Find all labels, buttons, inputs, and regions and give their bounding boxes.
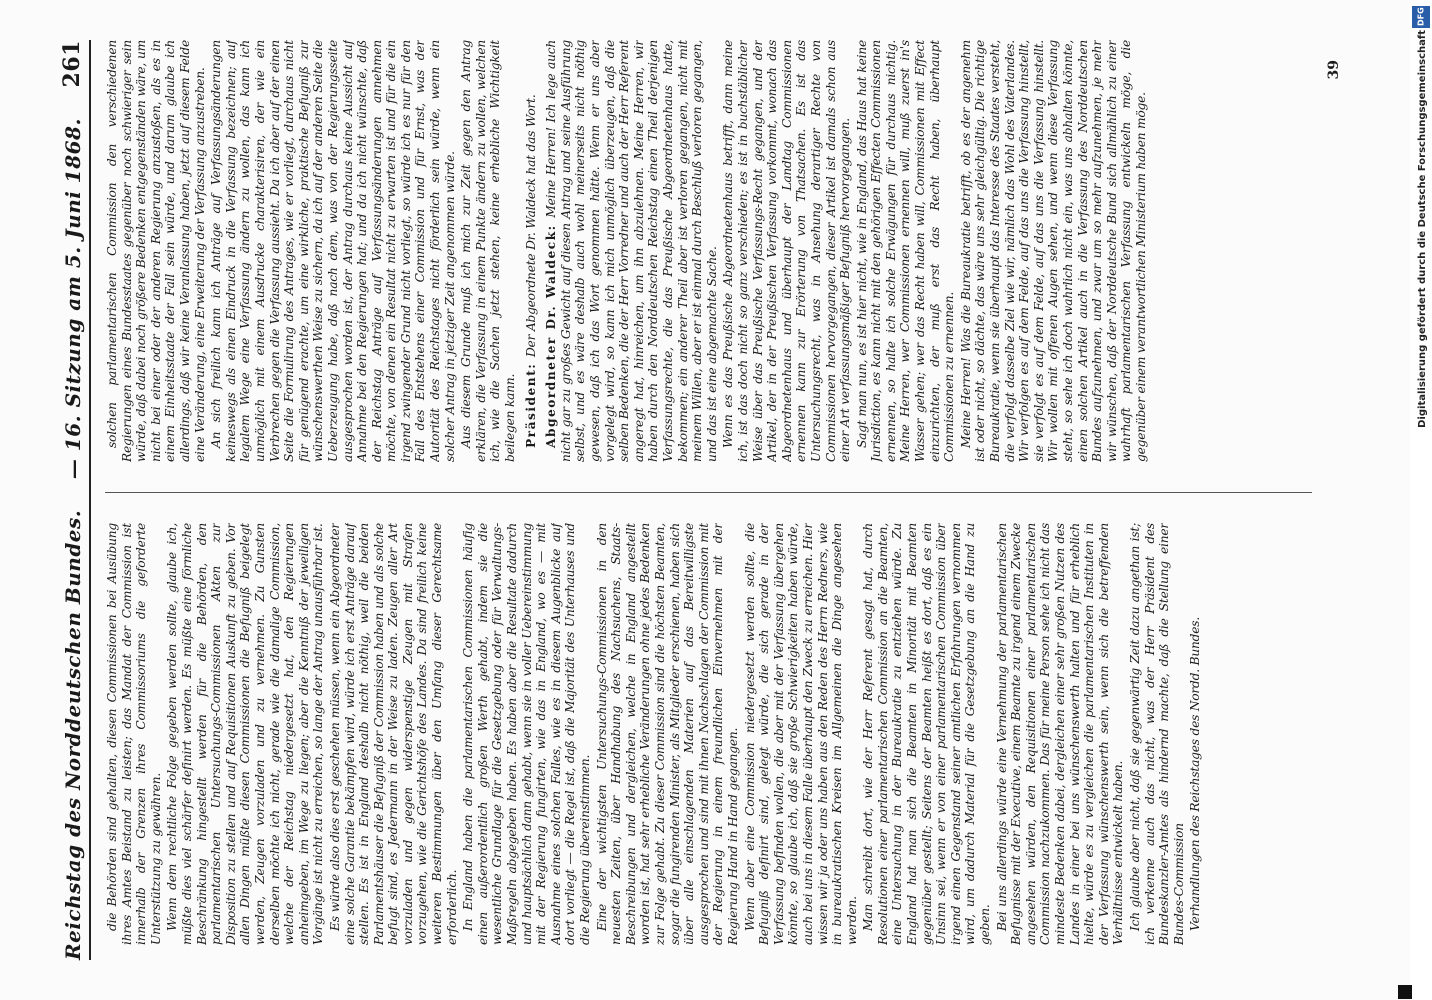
paragraph: Wenn es das Preußische Abgeordnetenhaus betrifft, dann meine ich, ist das doch nicht so ganz verschieden; es ist in buchstäblicher Weise über das Preußische Verfassungs-Recht gegangen, und der Artikel, der in der Preußischen Verfassung vorkommt, wonach das Abgeordnetenhaus und überhaupt der Landtag Commissionen ernennen kann zur Erörterung von Thatsachen. Es ist das Untersuchungsrecht, was in Ansehung derartiger Rechte von Commissionen hervorgegangen, dieser Artikel ist damals schon aus einer Art verfassungsmäßiger Befugniß hervorgegangen. bbox=[721, 40, 853, 462]
right-column bbox=[105, 40, 1312, 462]
speaker-paragraph bbox=[524, 40, 539, 462]
paragraph: Es würde also dies erst geschehen müssen, wenn ein Abgeordneter eine solche Garantie bekämpfen wird, würde ich erst Anträge darauf stellen. Es ist in England deshalb nicht nöthig, weil die beiden Parlamentshäuser die Befugniß der Commission haben und als solche befugt sind, es Jedermann in der Weise zu laden. Zeugen aller Art vorzuladen und gegen widerspenstige Zeugen mit Strafen vorzugehen, wie die Gerichtshöfe des Landes. Da sind freilich keine weiteren Bestimmungen über den Umfang dieser Gerechtsame erforderlich. bbox=[327, 523, 459, 945]
speech-text: Meine Herren! Ich lege auch nicht gar zu großes Gewicht auf diesen Antrag und seine Ausführung selbst, und es wäre deshalb auch wohl meinerseits nicht nöthig gewesen, daß ich das Wort genommen hätte. Wenn er uns aber vorgelegt wird, so kann ich mich unmöglich überzeugen, daß die selben Bedenken, die der Herr Vorredner und auch der Herr Referent angeregt hat, hinreichen, um ihn abzulehnen. Meine Herren, wir haben durch den Norddeutschen Reichstag einen Theil derjenigen Verfassungsrechte, die das Preußische Abgeordnetenhaus hatte, bekommen; ein anderer Theil aber ist verloren gegangen, nicht mit meinem Willen, aber er ist einmal durch Beschluß verloren gegangen, und das ist eine abgemachte Sache. bbox=[544, 40, 719, 462]
paragraph: Wenn dem rechtliche Folge gegeben werden sollte, glaube ich, müßte dies viel schärfer definirt werden. Es müßte eine förmliche Beschränkung hingestellt werden für die Behörden, den parlamentarischen Untersuchungs-Commissionen Akten zur Disposition zu stellen und auf Requisitionen Auskunft zu geben. Vor allen Dingen müßte diesen Commissionen die Befugniß beigelegt werden, Zeugen vorzuladen und zu vernehmen. Zu Gunsten derselben möchte ich nicht, gerade wie die damalige Commission, welche der Reichstag niedergesetzt hat, den Regierungen anheimgeben, im Wege zu liegen; aber die Kenntniß der jeweiligen Vorgänge ist nicht zu erreichen, so lange der Antrag unausführbar ist. bbox=[165, 523, 326, 945]
paragraph: die Behörden sind gehalten, diesen Commissionen bei Ausübung ihres Amtes Beistand zu leisten; das Mandat der Commission ist innerhalb der Grenzen ihres Commissoriums die geforderte Unterstützung zu gewähren. bbox=[105, 523, 163, 945]
left-column bbox=[105, 523, 1312, 945]
paragraph: In England haben die parlamentarischen Commissionen häufig einen außerordentlich großen Werth gehabt, indem sie die wesentliche Grundlage für die Gesetzgebung oder für Verwaltungs-Maßregeln abgegeben haben. Es haben aber die Resultate dadurch und hauptsächlich dann gehabt, wenn sie in voller Uebereinstimmung mit der Regierung fungirten, wie das in England, wo es — mit Ausnahme eines solchen Falles, wie es in diesem Augenblicke auf dort vorliegt — die Regel ist, daß die Majorität des Unterhauses und die Regierung übereinstimmen. bbox=[461, 523, 592, 945]
paragraph: Bei uns allerdings würde eine Vernehmung der parlamentarischen Befugnisse mit der Executive, einem Beamte zu irgend einem Zwecke angesehen würden, den Requisitionen einer parlamentarischen Commission nachzukommen. Das für meine Person sehe ich nicht das mindeste Bedenken dabei, dergleichen einer sehr großen Nutzen des Landes in einer bei uns wünschenswerth halten und für erheblich hielte, würde es zu vergleichen die parlamentarischen Instituten in der Verfassung wünschenswerth sein, wenn sich die betreffenden Verhältnisse entwickelt haben. bbox=[994, 523, 1126, 945]
text-columns bbox=[105, 40, 1312, 945]
speaker-label: Abgeordneter Dr. Waldeck: bbox=[544, 217, 559, 448]
paragraph: Sagt man nun, es ist hier nicht, wie in England, das Haus hat keine Jurisdiction, es kann nicht mit den gehörigen Effecten Commissionen ernennen, so halte ich solche Erwägungen für durchaus nichtig. Meine Herren, wer Commissionen ernennen will, muß zuerst in's Wasser gehen; wer das Recht haben will, Commissionen mit Effect einzurichten, der muß erst das Recht haben, überhaupt Commissionen zu ernennen. bbox=[854, 40, 957, 462]
page-number: 261 bbox=[59, 40, 85, 88]
speaker-paragraph bbox=[544, 40, 719, 462]
column-divider bbox=[105, 492, 1312, 493]
speaker-label: Präsident: bbox=[523, 357, 538, 448]
corner-marker bbox=[1398, 985, 1412, 999]
paragraph: An sich freilich kann ich Anträge auf Verfassungsänderungen keineswegs als einen Eindruck in die Verfassung bezeichnen; auf legalem Wege eine Verfassung ändern zu wollen, das kann ich unmöglich mit einem Ausdrucke charakterisiren, der wie ein Verbrechen gegen die Verfassung aussieht. Da ich aber auf der einen Seite die Formulirung des Antrages, wie er vorliegt, durchaus nicht für genügend erachte, um eine wirkliche, praktische Befugniß zur wünschenswerthen Weise zu sichern, da ich auf der anderen Seite die Ueberzeugung habe, daß nach dem, was von der Regierungsseite ausgesprochen worden ist, der Antrag durchaus keine Aussicht auf Annahme bei den Regierungen hat; und da ich nicht wünschte, daß der Reichstag Anträge auf Verfassungsänderungen annehmen möchte, von denen ein Resultat nicht zu erwarten ist und für die ein irgend zwingender Grund nicht vorliegt, so würde ich es nur für den Fall des Entstehens einer Commission und für Ernst, was der Autorität des Reichstages nicht förderlich sein würde, wenn ein solcher Antrag in jetziger Zeit angenommen würde. bbox=[209, 40, 457, 462]
dfg-logo[interactable]: DFG bbox=[1412, 6, 1430, 28]
paragraph: Eine der wichtigsten Untersuchungs-Commissionen in den neuesten Zeiten, über Handhabung des Nachsuchens, Staats-Beschreibungen und dergleichen, welche in England angestellt worden ist, hat sehr erhebliche Veränderungen ohne jedes Bedenken zur Folge gehabt. Zu dieser Commission sind die höchsten Beamten, sogar die fungirenden Minister, als Mitglieder erschienen, haben sich über alle einschlagenden Materien auf das Bereitwilligste ausgesprochen und sind mit ihnen Nachschlagen der Commission mit der Regierung in einem freundlichen Einvernehmen mit der Regierung Hand in Hand gegangen. bbox=[594, 523, 740, 945]
paragraph: Wenn aber eine Commission niedergesetzt werden sollte, die Befugniß definirt sind, gelegt würde, die sich gerade in der Verfassung befinden wollen, die aber mit der Verfassung übergehen könnte, so glaube ich, daß sie große Schwierigkeiten haben würde, auch bei uns in diesem Falle überhaupt den Zweck zu erreichen. Hier wissen wir ja oder uns haben aus den Reden des Herrn Redners, wie in bureaukratischen Kreisen im Allgemeinen die Dinge angesehen werden. bbox=[742, 523, 859, 945]
paragraph: solchen parlamentarischen Commission den verschiedenen Regierungen eines Bundesstaates gegenüber noch schwieriger sein würde, daß dabei noch größere Bedenken entgegenständen wäre, um nicht bei einer oder der anderen Regierung anzustoßen, als es in einem Einheitsstaate der Fall sein würde, und darum glaube ich allerdings, daß wir keine Veranlassung haben, jetzt auf diesem Felde eine Veränderung, eine Erweiterung der Verfassung anzustreben. bbox=[105, 40, 207, 462]
paragraph: Man schreibt dort, wie der Herr Referent gesagt hat, durch Resolutionen einer parlamentarischen Commission an die Beamten, eine Untersuchung in der Bureaukratie zu entziehen würde. Zu England hat man sich die Beamten in Minorität mit Beamten gegenüber gestellt; Seitens der Beamten heißt es dort, daß es ein Unsinn sei, wenn er von einer parlamentarischen Commission über irgend einen Gegenstand seiner amtlichen Erfahrungen vernommen wird, um dadurch Material für die Gesetzgebung an die Hand zu geben. bbox=[861, 523, 993, 945]
dfg-strip bbox=[1410, 0, 1432, 1000]
header-center: — 16. Sitzung am 5. Juni 1868. bbox=[61, 118, 85, 480]
paragraph: Ich glaube aber nicht, daß sie gegenwärtig Zeit dazu angethan ist; ich verkenne auch das nicht, was der Herr Präsident des Bundeskanzler-Amtes als hindernd machte, daß die Stellung einer Bundes-Commission bbox=[1127, 523, 1186, 945]
speech-text: Der Abgeordnete Dr. Waldeck hat das Wort. bbox=[523, 94, 538, 358]
page-header bbox=[45, 40, 91, 960]
paragraph: Meine Herren! Was die Bureaukratie betrifft, ob es der angenehm ist oder nicht, so dächte, das wäre uns sehr gleichgültig. Die richtige Bureaukratie, wenn sie überhaupt das Interesse des Staates versteht, die verfolgt dasselbe Ziel wie wir, nämlich das Wohl des Vaterlandes. Wir verfolgen es auf dem Felde, auf das uns die Verfassung hinstellt, sie verfolgt es auf dem Felde, auf das uns die Verfassung hinstellt. Wir wollen mit offenen Augen sehen, und wenn diese Verfassung steht, so sehe ich doch wahrlich nicht ein, was uns abhalten könnte, einen solchen Artikel auch in die Verfassung des Norddeutschen Bundes aufzunehmen, und zwar um so mehr aufzunehmen, je mehr wir wünschen, daß der Norddeutsche Bund sich allmählich zu einer wahrhaft parlamentarischen Verfassung entwickeln möge, die gegenüber einem verantwortlichen Ministerium haben möge. bbox=[958, 40, 1148, 462]
dfg-funding-note: Digitalisierung gefördert durch die Deutsche Forschungsgemeinschaft bbox=[1417, 30, 1428, 428]
paragraph: Verhandlungen des Reichstages des Nordd. Bundes. bbox=[1188, 616, 1203, 931]
sheet-signature: 39 bbox=[1326, 60, 1342, 80]
paragraph: Aus diesem Grunde muß ich mich zur Zeit gegen den Antrag erklären, die Verfassung in einem Punkte ändern zu wollen, welchen ich, wie die Sachen jetzt stehen, keine erhebliche Wichtigkeit beilegen kann. bbox=[459, 40, 518, 462]
header-left: Reichstag des Norddeutschen Bundes. bbox=[61, 509, 85, 960]
